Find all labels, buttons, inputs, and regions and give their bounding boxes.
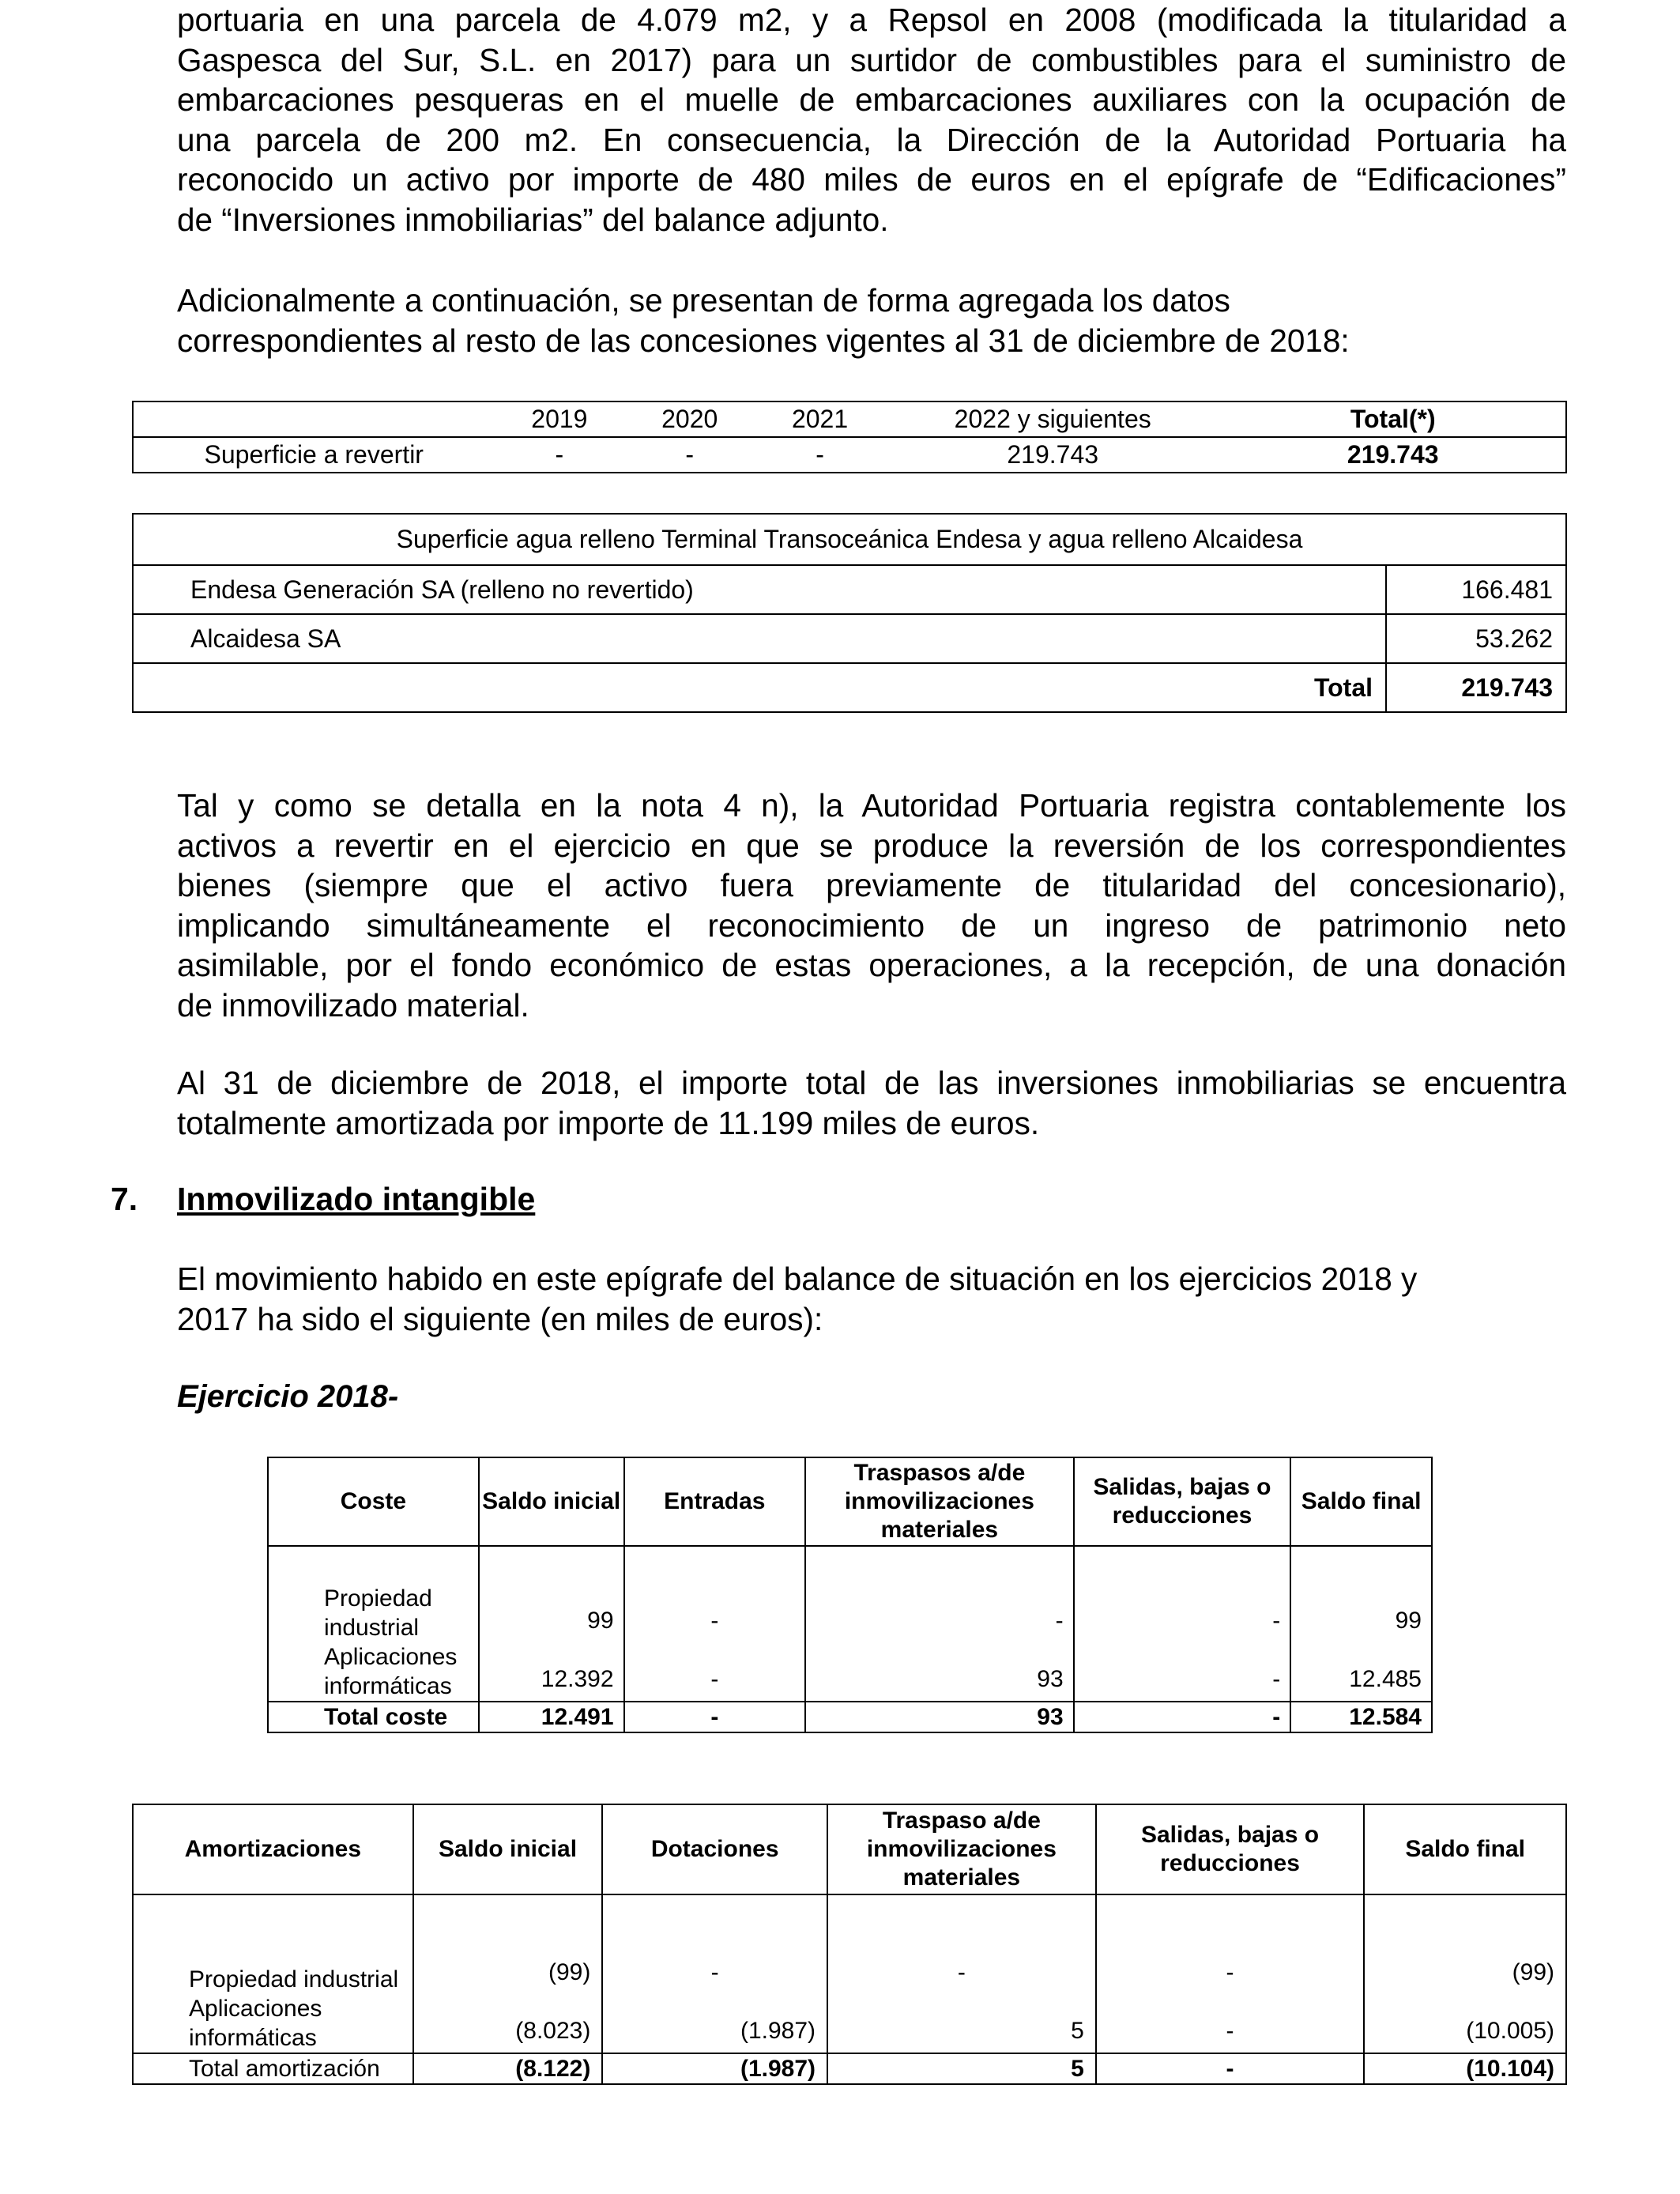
header-cell: Saldo final bbox=[1290, 1457, 1432, 1546]
row-label: Propiedad industrial bbox=[133, 1894, 413, 1994]
table-row bbox=[133, 565, 1566, 614]
table-total-row bbox=[133, 663, 1566, 712]
header-cell: 2020 bbox=[624, 401, 755, 437]
table-header-row bbox=[268, 1457, 1432, 1546]
section-number: 7. bbox=[111, 1181, 138, 1217]
table-total-row bbox=[133, 2053, 1566, 2084]
table-row bbox=[133, 437, 1566, 473]
header-cell: Salidas, bajas o reducciones bbox=[1074, 1457, 1291, 1546]
row-label: Endesa Generación SA (relleno no revertido) bbox=[133, 565, 1386, 614]
cell: - bbox=[1096, 1894, 1365, 1994]
cell: 12.485 bbox=[1290, 1642, 1432, 1702]
cell: - bbox=[1096, 1994, 1365, 2053]
cell: - bbox=[624, 437, 755, 473]
cell: 93 bbox=[805, 1642, 1074, 1702]
cell: 53.262 bbox=[1386, 614, 1566, 663]
cell: 5 bbox=[827, 1994, 1096, 2053]
section-title: Inmovilizado intangible bbox=[177, 1181, 536, 1217]
cell: - bbox=[1074, 1702, 1291, 1732]
header-cell: 2019 bbox=[494, 401, 624, 437]
text-line: activos a revertir en el ejercicio en que se produce la reversión de los correspondientes bbox=[177, 827, 1566, 864]
header-cell: Salidas, bajas o reducciones bbox=[1096, 1804, 1365, 1894]
row-label: Propiedad industrial bbox=[268, 1546, 479, 1642]
cell-total: 219.743 bbox=[1220, 437, 1566, 473]
cell: - bbox=[755, 437, 885, 473]
paragraph-concessions bbox=[177, 0, 1566, 239]
table-total-row bbox=[268, 1702, 1432, 1732]
table-row bbox=[133, 614, 1566, 663]
text-line: portuaria en una parcela de 4.079 m2, y a Repsol en 2008 (modificada la titularidad a bbox=[177, 2, 1566, 38]
text-line: 2017 ha sido el siguiente (en miles de euros): bbox=[177, 1300, 823, 1337]
header-cell: 2021 bbox=[755, 401, 885, 437]
cell: - bbox=[624, 1642, 806, 1702]
cell: 166.481 bbox=[1386, 565, 1566, 614]
header-cell: Dotaciones bbox=[602, 1804, 827, 1894]
table-title-row bbox=[133, 514, 1566, 565]
paragraph-additional bbox=[177, 281, 1566, 360]
text-line: bienes (siempre que el activo fuera previamente de titularidad del concesionario), bbox=[177, 867, 1566, 903]
header-cell: Traspaso a/de inmovilizaciones materiales bbox=[827, 1804, 1096, 1894]
header-cell: Total(*) bbox=[1220, 401, 1566, 437]
text-line: embarcaciones pesqueras en el muelle de embarcaciones auxiliares con la ocupación de bbox=[177, 81, 1566, 118]
table-row bbox=[133, 1894, 1566, 1994]
table-amortization bbox=[132, 1804, 1567, 2085]
cell: 12.392 bbox=[479, 1642, 624, 1702]
header-cell: Amortizaciones bbox=[133, 1804, 413, 1894]
cell: 93 bbox=[805, 1702, 1074, 1732]
text-line: Gaspesca del Sur, S.L. en 2017) para un surtidor de combustibles para el suministro de bbox=[177, 41, 1566, 78]
text-line: Adicionalmente a continuación, se presentan de forma agregada los datos bbox=[177, 282, 1230, 319]
text-line: reconocido un activo por importe de 480 miles de euros en el epígrafe de “Edificaciones” bbox=[177, 161, 1566, 198]
table-header-row bbox=[133, 401, 1566, 437]
table-row bbox=[268, 1642, 1432, 1702]
table-title: Superficie agua relleno Terminal Transoceánica Endesa y agua relleno Alcaidesa bbox=[133, 514, 1566, 565]
cell: (10.104) bbox=[1364, 2053, 1566, 2084]
cell: (99) bbox=[1364, 1894, 1566, 1994]
table-header-row bbox=[133, 1804, 1566, 1894]
table-row bbox=[133, 1994, 1566, 2053]
text-line: totalmente amortizada por importe de 11.199 miles de euros. bbox=[177, 1104, 1040, 1141]
cell: 12.491 bbox=[479, 1702, 624, 1732]
cell: (8.023) bbox=[413, 1994, 603, 2053]
header-cell: Saldo inicial bbox=[413, 1804, 603, 1894]
header-cell: Entradas bbox=[624, 1457, 806, 1546]
cell: - bbox=[805, 1546, 1074, 1642]
cell: (99) bbox=[413, 1894, 603, 1994]
row-label: Alcaidesa SA bbox=[133, 614, 1386, 663]
cell: 99 bbox=[479, 1546, 624, 1642]
header-cell: Saldo final bbox=[1364, 1804, 1566, 1894]
subheading-year: Ejercicio 2018- bbox=[177, 1379, 399, 1414]
cell: (1.987) bbox=[602, 1994, 827, 2053]
cell: - bbox=[494, 437, 624, 473]
total-value: 219.743 bbox=[1386, 663, 1566, 712]
cell: - bbox=[624, 1546, 806, 1642]
cell: - bbox=[1096, 2053, 1365, 2084]
table-surface-detail bbox=[132, 513, 1567, 713]
total-label: Total bbox=[133, 663, 1386, 712]
cell: - bbox=[624, 1702, 806, 1732]
table-surface-by-year bbox=[132, 401, 1567, 473]
cell: - bbox=[1074, 1546, 1291, 1642]
text-line: Al 31 de diciembre de 2018, el importe total de las inversiones inmobiliarias se encuentra bbox=[177, 1065, 1566, 1101]
cell: - bbox=[602, 1894, 827, 1994]
cell: (1.987) bbox=[602, 2053, 827, 2084]
text-line: Tal y como se detalla en la nota 4 n), la Autoridad Portuaria registra contablemente los bbox=[177, 787, 1566, 824]
text-line: de inmovilizado material. bbox=[177, 986, 529, 1023]
header-cell: Saldo inicial bbox=[479, 1457, 624, 1546]
paragraph-reversion bbox=[177, 786, 1566, 1025]
text-line: El movimiento habido en este epígrafe del balance de situación en los ejercicios 2018 y bbox=[177, 1261, 1418, 1297]
cell: (8.122) bbox=[413, 2053, 603, 2084]
table-cost bbox=[267, 1457, 1433, 1733]
text-line: implicando simultáneamente el reconocimiento de un ingreso de patrimonio neto bbox=[177, 907, 1566, 944]
text-line: de “Inversiones inmobiliarias” del balance adjunto. bbox=[177, 201, 889, 238]
cell: 219.743 bbox=[885, 437, 1221, 473]
paragraph-movement bbox=[177, 1259, 1566, 1339]
total-label: Total amortización bbox=[133, 2053, 413, 2084]
total-label: Total coste bbox=[268, 1702, 479, 1732]
section-heading bbox=[111, 1181, 535, 1218]
row-label: Superficie a revertir bbox=[133, 437, 494, 473]
cell: (10.005) bbox=[1364, 1994, 1566, 2053]
paragraph-amortized bbox=[177, 1063, 1566, 1143]
text-line: una parcela de 200 m2. En consecuencia, la Dirección de la Autoridad Portuaria ha bbox=[177, 121, 1566, 158]
header-cell: Coste bbox=[268, 1457, 479, 1546]
row-label: Aplicaciones informáticas bbox=[268, 1642, 479, 1702]
cell: 99 bbox=[1290, 1546, 1432, 1642]
table-row bbox=[268, 1546, 1432, 1642]
cell: 5 bbox=[827, 2053, 1096, 2084]
header-cell: 2022 y siguientes bbox=[885, 401, 1221, 437]
header-cell: Traspasos a/de inmovilizaciones materiales bbox=[805, 1457, 1074, 1546]
cell: 12.584 bbox=[1290, 1702, 1432, 1732]
cell: - bbox=[827, 1894, 1096, 1994]
text-line: correspondientes al resto de las concesiones vigentes al 31 de diciembre de 2018: bbox=[177, 322, 1350, 359]
text-line: asimilable, por el fondo económico de estas operaciones, a la recepción, de una donación bbox=[177, 947, 1566, 983]
row-label: Aplicaciones informáticas bbox=[133, 1994, 413, 2053]
cell: - bbox=[1074, 1642, 1291, 1702]
